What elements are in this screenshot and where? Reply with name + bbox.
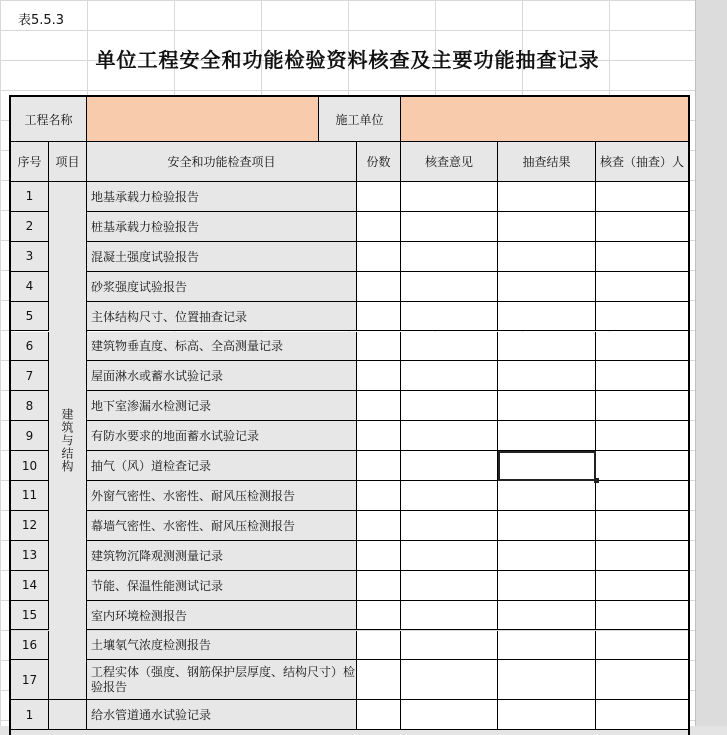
copies-cell[interactable] — [357, 391, 401, 421]
copies-cell[interactable] — [357, 182, 401, 212]
row-seq: 15 — [11, 601, 49, 631]
copies-cell[interactable] — [357, 212, 401, 242]
row-check-item: 有防水要求的地面蓄水试验记录 — [87, 421, 357, 451]
spot-result-cell[interactable] — [498, 660, 596, 700]
row-check-item: 建筑物垂直度、标高、全高测量记录 — [87, 332, 357, 362]
row-check-item: 室内环境检测报告 — [87, 601, 357, 631]
row-check-item: 工程实体（强度、钢筋保护层厚度、结构尺寸）检验报告 — [87, 660, 357, 700]
review-cell[interactable] — [401, 601, 498, 631]
copies-cell[interactable] — [357, 571, 401, 601]
reviewer-cell[interactable] — [596, 272, 688, 302]
row-seq: 5 — [11, 302, 49, 332]
row-check-item: 地基承载力检验报告 — [87, 182, 357, 212]
spot-result-cell[interactable] — [498, 631, 596, 661]
spot-result-cell[interactable] — [498, 242, 596, 272]
spot-result-cell[interactable] — [498, 182, 596, 212]
review-cell[interactable] — [401, 182, 498, 212]
copies-cell[interactable] — [357, 631, 401, 661]
row-seq: 6 — [11, 332, 49, 362]
col-item-header: 项目 — [49, 142, 87, 182]
row-check-item: 混凝土强度试验报告 — [87, 242, 357, 272]
reviewer-cell[interactable] — [596, 631, 688, 661]
window-gutter — [695, 0, 727, 726]
reviewer-cell[interactable] — [596, 391, 688, 421]
row-check-item: 土壤氡气浓度检测报告 — [87, 631, 357, 661]
active-cell-selection[interactable] — [498, 451, 596, 481]
row-check-item: 给水管道通水试验记录 — [87, 700, 357, 730]
row-seq: 17 — [11, 660, 49, 700]
reviewer-cell[interactable] — [596, 511, 688, 541]
row-check-item: 地下室渗漏水检测记录 — [87, 391, 357, 421]
copies-cell[interactable] — [357, 242, 401, 272]
copies-cell[interactable] — [357, 601, 401, 631]
reviewer-cell[interactable] — [596, 332, 688, 362]
row-check-item: 外窗气密性、水密性、耐风压检测报告 — [87, 481, 357, 511]
row-check-item: 屋面淋水或蓄水试验记录 — [87, 361, 357, 391]
reviewer-cell[interactable] — [596, 361, 688, 391]
group-cell — [49, 182, 87, 700]
reviewer-cell[interactable] — [596, 601, 688, 631]
col-reviewer-header: 核查（抽查）人 — [596, 142, 688, 182]
row-seq: 10 — [11, 451, 49, 481]
row-seq: 13 — [11, 541, 49, 571]
copies-cell[interactable] — [357, 421, 401, 451]
review-cell[interactable] — [401, 660, 498, 700]
row-check-item: 主体结构尺寸、位置抽查记录 — [87, 302, 357, 332]
review-cell[interactable] — [401, 451, 498, 481]
reviewer-cell[interactable] — [596, 481, 688, 511]
spot-result-cell[interactable] — [498, 332, 596, 362]
copies-cell[interactable] — [357, 660, 401, 700]
row-seq: 1 — [11, 182, 49, 212]
page-title: 单位工程安全和功能检验资料核查及主要功能抽查记录 — [95, 48, 600, 72]
row-seq: 14 — [11, 571, 49, 601]
spot-result-cell[interactable] — [498, 421, 596, 451]
spot-result-cell[interactable] — [498, 272, 596, 302]
copies-cell[interactable] — [357, 272, 401, 302]
reviewer-cell[interactable] — [596, 302, 688, 332]
row-check-item: 桩基承载力检验报告 — [87, 212, 357, 242]
row-check-item: 节能、保温性能测试记录 — [87, 571, 357, 601]
review-cell[interactable] — [401, 631, 498, 661]
review-cell[interactable] — [401, 481, 498, 511]
review-cell[interactable] — [401, 511, 498, 541]
row-seq: 11 — [11, 481, 49, 511]
row-seq: 4 — [11, 272, 49, 302]
copies-cell[interactable] — [357, 451, 401, 481]
row-check-item: 砂浆强度试验报告 — [87, 272, 357, 302]
spot-result-cell[interactable] — [498, 481, 596, 511]
review-cell[interactable] — [401, 332, 498, 362]
copies-cell[interactable] — [357, 361, 401, 391]
reviewer-cell[interactable] — [596, 212, 688, 242]
row-seq: 12 — [11, 511, 49, 541]
review-cell[interactable] — [401, 242, 498, 272]
reviewer-cell[interactable] — [596, 660, 688, 700]
row-check-item: 幕墙气密性、水密性、耐风压检测报告 — [87, 511, 357, 541]
review-cell[interactable] — [401, 212, 498, 242]
copies-cell[interactable] — [357, 332, 401, 362]
row-check-item: 建筑物沉降观测测量记录 — [87, 541, 357, 571]
spot-result-cell[interactable] — [498, 361, 596, 391]
spot-result-cell[interactable] — [498, 212, 596, 242]
copies-cell[interactable] — [357, 511, 401, 541]
project-name-input[interactable] — [87, 97, 319, 142]
review-cell[interactable] — [401, 272, 498, 302]
review-cell[interactable] — [401, 541, 498, 571]
spot-result-cell[interactable] — [498, 541, 596, 571]
row-seq: 8 — [11, 391, 49, 421]
review-cell[interactable] — [401, 421, 498, 451]
contractor-input[interactable] — [401, 97, 688, 142]
copies-cell[interactable] — [357, 302, 401, 332]
reviewer-cell[interactable] — [596, 421, 688, 451]
spot-result-cell[interactable] — [498, 511, 596, 541]
inspection-table — [9, 95, 690, 735]
row-seq: 9 — [11, 421, 49, 451]
row-check-item: 抽气（风）道检查记录 — [87, 451, 357, 481]
spot-result-cell[interactable] — [498, 302, 596, 332]
spot-result-cell[interactable] — [498, 391, 596, 421]
project-name-label: 工程名称 — [11, 97, 87, 142]
reviewer-cell[interactable] — [596, 541, 688, 571]
col-copies-header: 份数 — [357, 142, 401, 182]
row-seq: 2 — [11, 212, 49, 242]
row-seq: 7 — [11, 361, 49, 391]
reviewer-cell[interactable] — [596, 242, 688, 272]
reviewer-cell[interactable] — [596, 571, 688, 601]
review-cell[interactable] — [401, 361, 498, 391]
spot-result-cell[interactable] — [498, 571, 596, 601]
review-cell[interactable] — [401, 391, 498, 421]
col-seq-header: 序号 — [11, 142, 49, 182]
contractor-label: 施工单位 — [319, 97, 401, 142]
copies-cell[interactable] — [357, 481, 401, 511]
review-cell[interactable] — [401, 302, 498, 332]
reviewer-cell[interactable] — [596, 182, 688, 212]
group-name: 建筑与结构 — [60, 408, 74, 473]
spot-result-cell[interactable] — [498, 601, 596, 631]
col-review-header: 核查意见 — [401, 142, 498, 182]
col-check-item-header: 安全和功能检查项目 — [87, 142, 357, 182]
row-seq: 1 — [11, 700, 49, 730]
row-seq: 3 — [11, 242, 49, 272]
review-cell[interactable] — [401, 571, 498, 601]
reviewer-cell[interactable] — [596, 451, 688, 481]
table-code: 表5.5.3 — [18, 13, 65, 28]
fill-handle[interactable] — [594, 478, 599, 483]
col-spot-result-header: 抽查结果 — [498, 142, 596, 182]
row-seq: 16 — [11, 631, 49, 661]
copies-cell[interactable] — [357, 541, 401, 571]
